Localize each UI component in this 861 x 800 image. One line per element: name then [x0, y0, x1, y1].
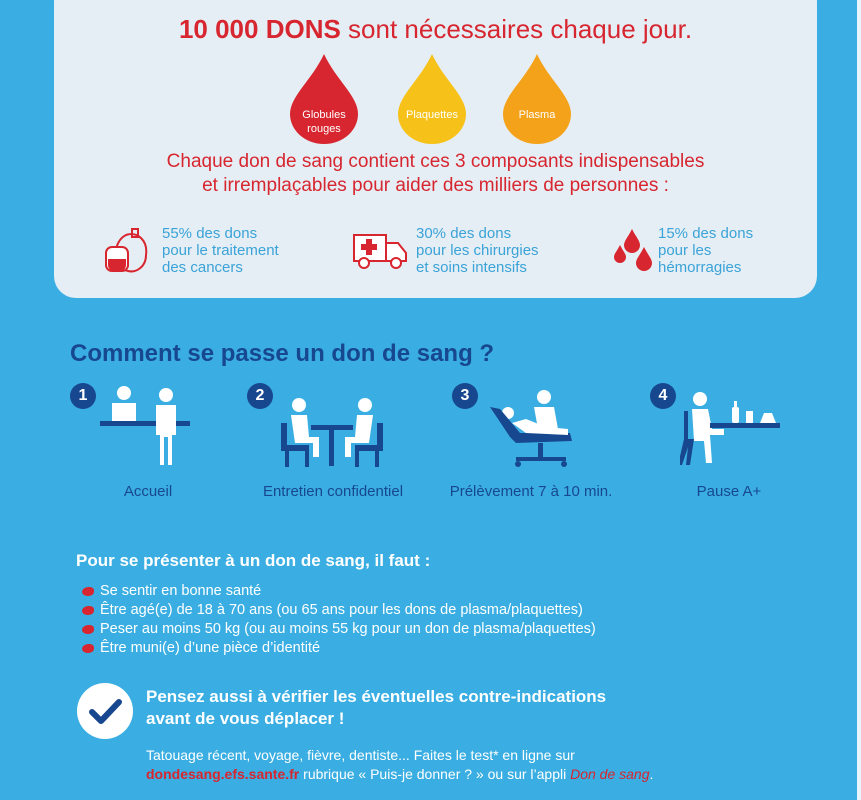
- footer-text: Tatouage récent, voyage, fièvre, dentiste... Faites le test* en ligne sur dondesang.efs.sante.fr rubrique « Puis-je donner ? » ou sur l’appli Don de sang.: [146, 747, 654, 782]
- list-item: Être muni(e) d’une pièce d’identité: [80, 639, 596, 658]
- drop-plasma: [497, 52, 577, 149]
- step-4: [650, 383, 790, 473]
- bullet-drop-icon: [82, 587, 94, 596]
- step-label-3: Prélèvement 7 à 10 min.: [449, 483, 613, 500]
- step-1: [70, 383, 210, 473]
- step-label-4: Pause A+: [696, 483, 762, 500]
- reception-icon: [98, 383, 198, 469]
- stat-hemorrhage: 15% des dons pour les hémorragies: [612, 225, 656, 276]
- list-item: Peser au moins 50 kg (ou au moins 55 kg pour un don de plasma/plaquettes): [80, 620, 596, 639]
- cancer-treatment-icon: [102, 225, 156, 275]
- reminder-heading: Pensez aussi à vérifier les éventuelles contre-indications avant de vous déplacer !: [146, 687, 607, 728]
- platelet-drop-icon: [392, 52, 472, 144]
- drop-label: Plasma: [518, 109, 556, 121]
- bullet-drop-icon: [82, 625, 94, 634]
- requirements-list: [80, 582, 596, 658]
- drop-label: Globules rouges: [302, 109, 346, 135]
- bullet-drop-icon: [82, 644, 94, 653]
- drop-red-cells: [284, 52, 364, 149]
- step-number: 4: [650, 383, 676, 409]
- step-2: [247, 383, 387, 473]
- snack-break-icon: [680, 389, 784, 467]
- drop-platelets: [392, 52, 472, 149]
- donation-chair-icon: [486, 389, 586, 469]
- stat-cancers: 55% des dons pour le traitement des cancers: [102, 225, 156, 280]
- step-label-1: Accueil: [123, 483, 173, 500]
- how-title: Comment se passe un don de sang ?: [70, 340, 495, 367]
- step-3: [452, 383, 592, 473]
- page-title: 10 000 DONS sont nécessaires chaque jour.: [178, 14, 693, 44]
- check-icon: [77, 683, 133, 739]
- plasma-drop-icon: [497, 52, 577, 144]
- components-subtitle: Chaque don de sang contient ces 3 composants indispensables et irremplaçables pour aider des milliers de personnes :: [166, 151, 705, 196]
- step-number: 2: [247, 383, 273, 409]
- drop-label: Plaquettes: [406, 109, 458, 121]
- app-name: Don de sang: [570, 766, 650, 782]
- website-link[interactable]: dondesang.efs.sante.fr: [146, 766, 300, 782]
- edge-strip: [857, 0, 861, 800]
- requirements-title: Pour se présenter à un don de sang, il faut :: [76, 551, 431, 570]
- step-label-2: Entretien confidentiel: [262, 483, 404, 500]
- list-item: Se sentir en bonne santé: [80, 582, 596, 601]
- checkmark-badge: [77, 683, 133, 739]
- bullet-drop-icon: [82, 606, 94, 615]
- interview-icon: [277, 397, 387, 469]
- ambulance-icon: [352, 225, 408, 271]
- blood-drops-icon: [612, 225, 656, 271]
- list-item: Être agé(e) de 18 à 70 ans (ou 65 ans pour les dons de plasma/plaquettes): [80, 601, 596, 620]
- stat-surgery: 30% des dons pour les chirurgies et soins intensifs: [352, 225, 408, 276]
- step-number: 3: [452, 383, 478, 409]
- step-number: 1: [70, 383, 96, 409]
